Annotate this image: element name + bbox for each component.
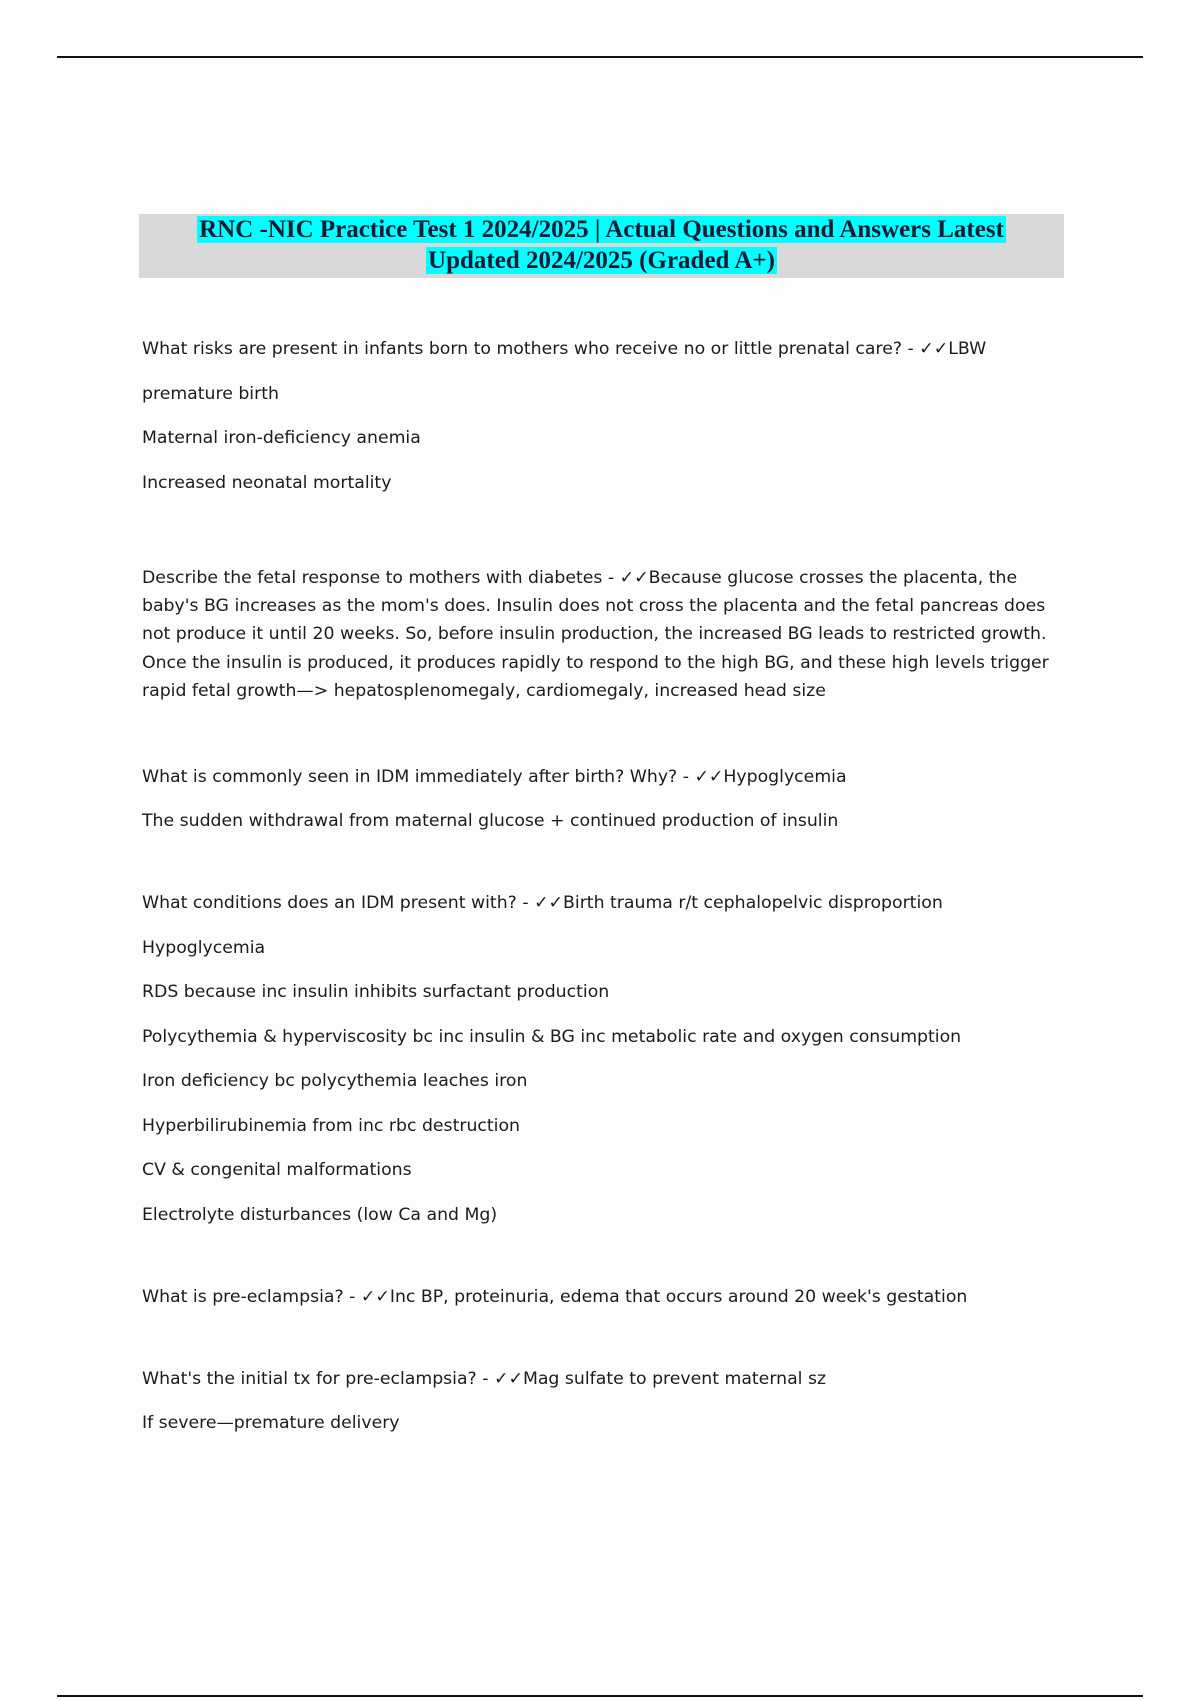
answer-text: LBW [948,339,987,359]
answer-text: Because glucose crosses the placenta, the baby's BG increases as the mom's does. Insulin does not cross the placenta and the fetal pancreas does not produce it until 20 weeks. So, before insulin production, the increased BG leads to restricted growth. Once the insulin is produced, it produces rapidly to respond to the high BG, and these high levels trigger rapid fetal growth—> hepatosplenomegaly, cardiomegaly, increased head size [142,567,1049,702]
question-text: What conditions does an IDM present with? - [142,893,535,914]
question-line [142,564,1072,706]
answer-line: Electrolyte disturbances (low Ca and Mg) [142,1204,498,1225]
question-line [142,766,1072,788]
answer-line: If severe—premature delivery [142,1413,400,1434]
document-title [139,214,1064,278]
qa-item [142,1368,1072,1435]
answer-text: Inc BP, proteinuria, edema that occurs around 20 week's gestation [389,1286,968,1307]
question-text: What risks are present in infants born to mothers who receive no or little prenatal care? - [142,339,920,359]
answer-line: Hyperbilirubinemia from inc rbc destruction [142,1115,521,1136]
check-mark-icon: ✓✓ [493,1368,523,1389]
answer-text: Mag sulfate to prevent maternal sz [522,1368,827,1389]
answer-line: Hypoglycemia [142,937,266,958]
title-line-1: RNC -NIC Practice Test 1 2024/2025 | Actual Questions and Answers Latest [199,216,1004,243]
answer-line: CV & congenital malformations [142,1160,412,1181]
question-line [142,1286,1072,1308]
answer-line: Polycythemia & hyperviscosity bc inc insulin & BG inc metabolic rate and oxygen consumption [142,1026,962,1047]
check-mark-icon: ✓✓ [360,1286,390,1307]
question-text: What is pre-eclampsia? - [142,1286,361,1307]
check-mark-icon: ✓✓ [534,893,564,914]
footer-rule [57,1695,1143,1697]
question-text: Describe the fetal response to mothers with diabetes - [142,567,620,588]
title-line-2: Updated 2024/2025 (Graded A+) [428,247,775,274]
qa-item [142,1286,1072,1308]
answer-line: The sudden withdrawal from maternal glucose + continued production of insulin [142,811,839,832]
answer-line: Maternal iron-deficiency anemia [142,428,421,448]
question-text: What is commonly seen in IDM immediately after birth? Why? - [142,766,695,787]
qa-list [142,338,1072,1478]
question-line [142,338,1072,360]
answer-text: Birth trauma r/t cephalopelvic disproportion [563,893,943,914]
qa-item [142,766,1072,833]
check-mark-icon: ✓✓ [694,766,724,787]
answer-line: RDS because inc insulin inhibits surfactant production [142,982,610,1003]
qa-item [142,564,1072,706]
answer-line: Iron deficiency bc polycythemia leaches iron [142,1071,528,1092]
check-mark-icon: ✓✓ [619,567,649,588]
check-mark-icon: ✓✓ [919,339,949,359]
question-line [142,1368,1072,1390]
answer-text: Hypoglycemia [723,766,847,787]
qa-item [142,892,1072,1226]
header-rule [57,56,1143,58]
answer-line: Increased neonatal mortality [142,472,392,493]
question-line [142,892,1072,914]
answer-line: premature birth [142,383,279,404]
qa-item [142,338,1072,494]
question-text: What's the initial tx for pre-eclampsia? - [142,1368,494,1389]
